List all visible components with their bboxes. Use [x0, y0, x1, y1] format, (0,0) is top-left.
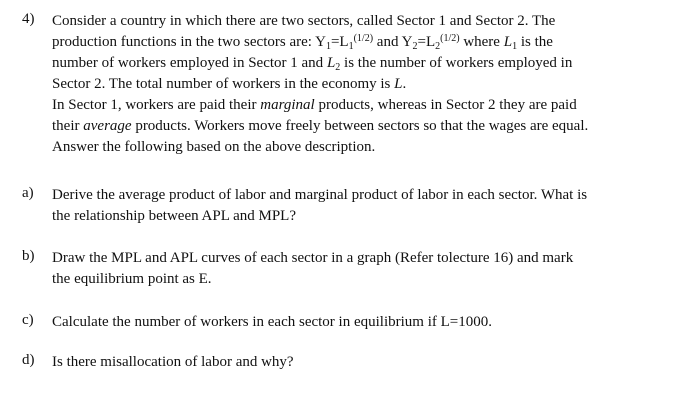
question-line-production-functions: production functions in the two sectors are: $Y_1=L_1^{(1/2)}$ and $Y_2=L_2^{(1/2)}$ where $L_1$ is the	[52, 33, 553, 52]
question-line: their average products. Workers move freely between sectors so that the wages are equal.	[52, 118, 589, 134]
part-line: Derive the average product of labor and marginal product of labor in each sector. What is	[52, 187, 588, 203]
part-text	[52, 185, 664, 227]
part-line: Calculate the number of workers in each sector in equilibrium if L=1000.	[52, 314, 492, 330]
question-number: 4)	[22, 11, 35, 27]
part-label: d)	[22, 352, 35, 368]
emphasis-average: average	[83, 118, 132, 134]
question-line: In Sector 1, workers are paid their marginal products, whereas in Sector 2 they are paid	[52, 97, 577, 113]
part-label: c)	[22, 312, 34, 328]
part-line: the relationship between APL and MPL?	[52, 208, 296, 224]
part-label: a)	[22, 185, 34, 201]
question-line: Sector 2. The total number of workers in the economy is L.	[52, 76, 407, 92]
part-label: b)	[22, 248, 35, 264]
part-text	[52, 312, 664, 333]
question-line: Answer the following based on the above description.	[52, 139, 376, 155]
part-line: the equilibrium point as E.	[52, 271, 212, 287]
part-text	[52, 352, 664, 373]
part-text	[52, 248, 664, 290]
part-line: Draw the MPL and APL curves of each sector in a graph (Refer tolecture 16) and mark	[52, 250, 574, 266]
question-text	[52, 11, 664, 158]
question-line: number of workers employed in Sector 1 and $L_2$ is the number of workers employed in	[52, 55, 573, 73]
part-line: Is there misallocation of labor and why?	[52, 354, 294, 370]
question-line: Consider a country in which there are two sectors, called Sector 1 and Sector 2. The	[52, 13, 556, 29]
emphasis-marginal: marginal	[260, 97, 315, 113]
